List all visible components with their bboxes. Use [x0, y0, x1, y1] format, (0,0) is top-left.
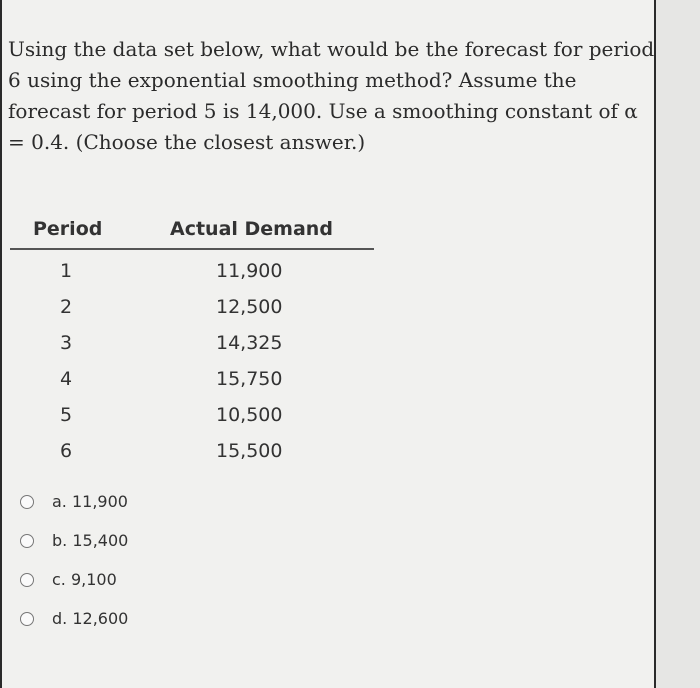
table-row: [10, 286, 374, 322]
demand-cell: 14,325: [216, 332, 283, 354]
option-d-label[interactable]: d. 12,600: [52, 609, 129, 628]
question-text: Using the data set below, what would be the forecast for period 6 using the exponential smoothing method? Assume the forecast for period 5 is 14,000. Use a smoothing constant of α = 0.4. (Choose the closest answer.): [8, 37, 655, 154]
option-b[interactable]: [20, 521, 128, 560]
radio-button-c[interactable]: [20, 573, 34, 587]
radio-button-a[interactable]: [20, 495, 34, 509]
option-d[interactable]: [20, 599, 128, 638]
table-row: [10, 358, 374, 394]
period-cell: 3: [60, 332, 73, 354]
table-row: [10, 250, 374, 286]
option-b-label[interactable]: b. 15,400: [52, 531, 129, 550]
option-a[interactable]: [20, 482, 128, 521]
demand-cell: 11,900: [216, 260, 283, 282]
period-cell: 5: [60, 404, 73, 426]
radio-button-b[interactable]: [20, 534, 34, 548]
option-a-label[interactable]: a. 11,900: [52, 492, 128, 511]
demand-cell: 15,500: [216, 440, 283, 462]
table-row: [10, 394, 374, 430]
header-actual-demand: Actual Demand: [170, 218, 333, 240]
period-cell: 2: [60, 296, 73, 318]
table-row: [10, 430, 374, 466]
demand-cell: 15,750: [216, 368, 283, 390]
header-period: Period: [33, 218, 103, 240]
table-row: [10, 322, 374, 358]
demand-table: [10, 212, 374, 466]
period-cell: 6: [60, 440, 73, 462]
period-cell: 4: [60, 368, 73, 390]
option-c-label[interactable]: c. 9,100: [52, 570, 117, 589]
period-cell: 1: [60, 260, 73, 282]
demand-cell: 12,500: [216, 296, 283, 318]
radio-button-d[interactable]: [20, 612, 34, 626]
table-header: [10, 212, 374, 250]
demand-cell: 10,500: [216, 404, 283, 426]
answer-options: [20, 482, 128, 638]
option-c[interactable]: [20, 560, 128, 599]
